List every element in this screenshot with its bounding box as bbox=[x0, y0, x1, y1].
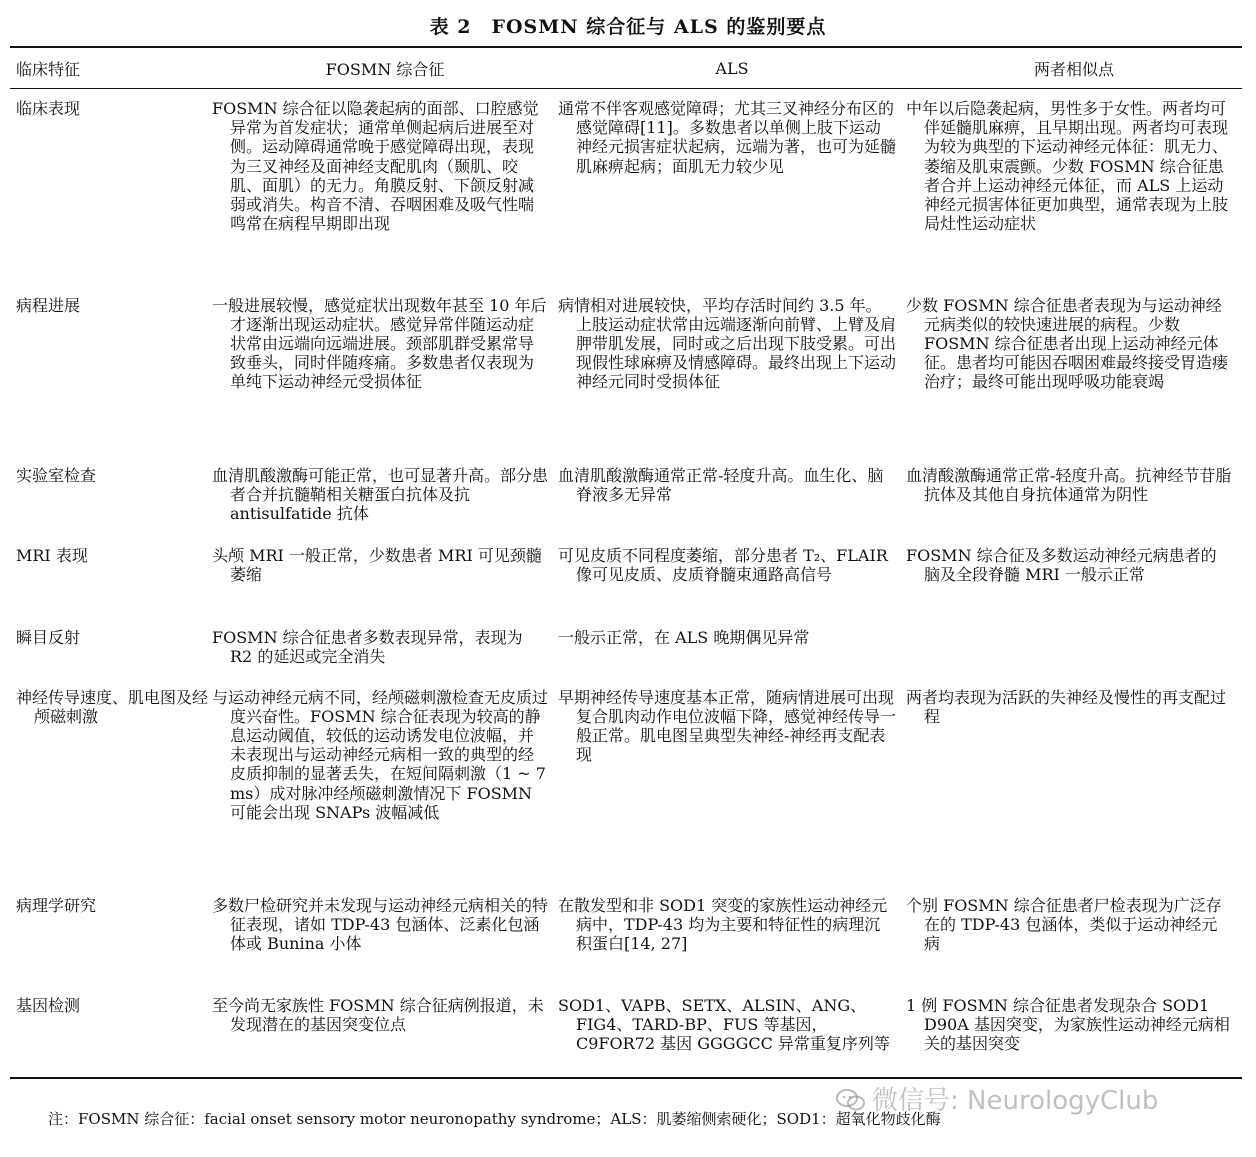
col-header-als: ALS bbox=[558, 47, 906, 89]
feature-cell: 实验室检查 bbox=[16, 465, 97, 485]
als-cell: 在散发型和非 SOD1 突变的家族性运动神经元病中，TDP-43 均为主要和特征性的病理沉积蛋白[14, 27] bbox=[558, 895, 888, 953]
fosmn-cell: FOSMN 综合征患者多数表现异常，表现为 R2 的延迟或完全消失 bbox=[212, 627, 523, 666]
feature-cell: 临床表现 bbox=[16, 99, 81, 118]
similar-cell: 个别 FOSMN 综合征患者尸检表现为广泛存在的 TDP-43 包涵体，类似于运动神经元病 bbox=[906, 895, 1222, 953]
fosmn-cell: FOSMN 综合征以隐袭起病的面部、口腔感觉异常为首发症状；通常单侧起病后进展至对侧。运动障碍通常晚于感觉障碍出现，表现为三叉神经及面神经支配肌肉（颞肌、咬肌、面肌）的无力。角膜反射、下颌反射减弱或消失。构音不清、吞咽困难及吸气性喘鸣常在病程早期即出现 bbox=[212, 99, 539, 234]
table-row bbox=[10, 456, 1242, 536]
als-cell: SOD1、VAPB、SETX、ALSIN、ANG、FIG4、TARD-BP、FUS 等基因，C9FOR72 基因 GGGGCC 异常重复序列等 bbox=[558, 995, 890, 1053]
als-cell: 血清肌酸激酶通常正常-轻度升高。血生化、脑脊液多无异常 bbox=[558, 465, 884, 504]
fosmn-cell: 头颅 MRI 一般正常，少数患者 MRI 可见颈髓萎缩 bbox=[212, 545, 542, 584]
similar-cell: FOSMN 综合征及多数运动神经元病患者的脑及全段脊髓 MRI 一般示正常 bbox=[906, 545, 1217, 584]
table-footnote: 注：FOSMN 综合征：facial onset sensory motor neuronopathy syndrome；ALS：肌萎缩侧索硬化；SOD1：超氧化物歧化酶 bbox=[48, 1110, 941, 1128]
comparison-table bbox=[10, 46, 1242, 1079]
table-row bbox=[10, 986, 1242, 1078]
fosmn-cell: 一般进展较慢，感觉症状出现数年甚至 10 年后才逐渐出现运动症状。感觉异常伴随运动症状常由远端向远端进展。颈部肌群受累常导致垂头，同时伴随疼痛。多数患者仅表现为单纯下运动神经元受损体征 bbox=[212, 295, 547, 392]
col-header-feature: 临床特征 bbox=[10, 47, 212, 89]
similar-cell: 中年以后隐袭起病，男性多于女性。两者均可伴延髓肌麻痹，且早期出现。两者均可表现为较为典型的下运动神经元体征：肌无力、萎缩及肌束震颤。少数 FOSMN 综合征患者合并上运动神经元体征，而 ALS 上运动神经元损害体征更加典型，通常表现为上肢局灶性运动症状 bbox=[906, 99, 1229, 234]
similar-cell: 1 例 FOSMN 综合征患者发现杂合 SOD1 D90A 基因突变，为家族性运动神经元病相关的基因突变 bbox=[906, 995, 1230, 1053]
similar-cell: 少数 FOSMN 综合征患者表现为与运动神经元病类似的较快速进展的病程。少数 FOSMN 综合征患者出现上运动神经元体征。患者均可能因吞咽困难最终接受胃造瘘治疗；最终可能出现呼吸功能衰竭 bbox=[906, 295, 1229, 392]
similar-cell: 两者均表现为活跃的失神经及慢性的再支配过程 bbox=[906, 687, 1227, 726]
similar-cell: 血清酸激酶通常正常-轻度升高。抗神经节苷脂抗体及其他自身抗体通常为阴性 bbox=[906, 465, 1232, 504]
table-row bbox=[10, 886, 1242, 986]
fosmn-cell: 多数尸检研究并未发现与运动神经元病相关的特征表现，诸如 TDP-43 包涵体、泛素化包涵体或 Bunina 小体 bbox=[212, 895, 549, 953]
als-cell: 可见皮质不同程度萎缩，部分患者 T₂、FLAIR 像可见皮质、皮质脊髓束通路高信号 bbox=[558, 545, 888, 584]
feature-cell: 基因检测 bbox=[16, 995, 81, 1015]
feature-cell: 病程进展 bbox=[16, 295, 81, 315]
als-cell: 通常不伴客观感觉障碍；尤其三叉神经分布区的感觉障碍[11]。多数患者以单侧上肢下运动神经元损害症状起病，远端为著，也可为延髓肌麻痹起病；面肌无力较少见 bbox=[558, 99, 897, 176]
watermark-text: 微信号: NeurologyClub bbox=[872, 1086, 1159, 1116]
als-cell: 一般示正常，在 ALS 晚期偶见异常 bbox=[558, 627, 810, 647]
feature-cell: MRI 表现 bbox=[16, 545, 88, 565]
table-row bbox=[10, 618, 1242, 678]
als-cell: 病情相对进展较快，平均存活时间约 3.5 年。上肢运动症状常由远端逐渐向前臂、上臂及肩胛带肌发展，同时或之后出现下肢受累。可出现假性球麻痹及情感障碍。最终出现上下运动神经元同时受损体征 bbox=[558, 295, 897, 392]
col-header-fosmn: FOSMN 综合征 bbox=[212, 47, 558, 89]
table-row bbox=[10, 678, 1242, 886]
table-row bbox=[10, 536, 1242, 618]
feature-cell: 病理学研究 bbox=[16, 895, 97, 915]
table-row bbox=[10, 89, 1242, 286]
col-header-similar: 两者相似点 bbox=[906, 47, 1242, 89]
table-header-row bbox=[10, 47, 1242, 89]
fosmn-cell: 血清肌酸激酶可能正常，也可显著升高。部分患者合并抗髓鞘相关糖蛋白抗体及抗 antisulfatide 抗体 bbox=[212, 465, 549, 523]
als-cell: 早期神经传导速度基本正常，随病情进展可出现复合肌肉动作电位波幅下降，感觉神经传导一般正常。肌电图呈典型失神经-神经再支配表现 bbox=[558, 687, 897, 765]
table-title: 表 2 FOSMN 综合征与 ALS 的鉴别要点 bbox=[429, 16, 827, 38]
table-row bbox=[10, 286, 1242, 456]
fosmn-cell: 至今尚无家族性 FOSMN 综合征病例报道，未发现潜在的基因突变位点 bbox=[212, 995, 544, 1034]
feature-cell: 神经传导速度、肌电图及经颅磁刺激 bbox=[16, 687, 209, 726]
feature-cell: 瞬目反射 bbox=[16, 627, 81, 647]
fosmn-cell: 与运动神经元病不同，经颅磁刺激检查无皮质过度兴奋性。FOSMN 综合征表现为较高的静息运动阈值，较低的运动诱发电位波幅，并未表现出与运动神经元病相一致的典型的经皮质抑制的显著丢失，在短间隔刺激（1 ~ 7 ms）成对脉冲经颅磁刺激情况下 FOSMN 可能会出现 SNAPs 波幅减低 bbox=[212, 687, 549, 822]
